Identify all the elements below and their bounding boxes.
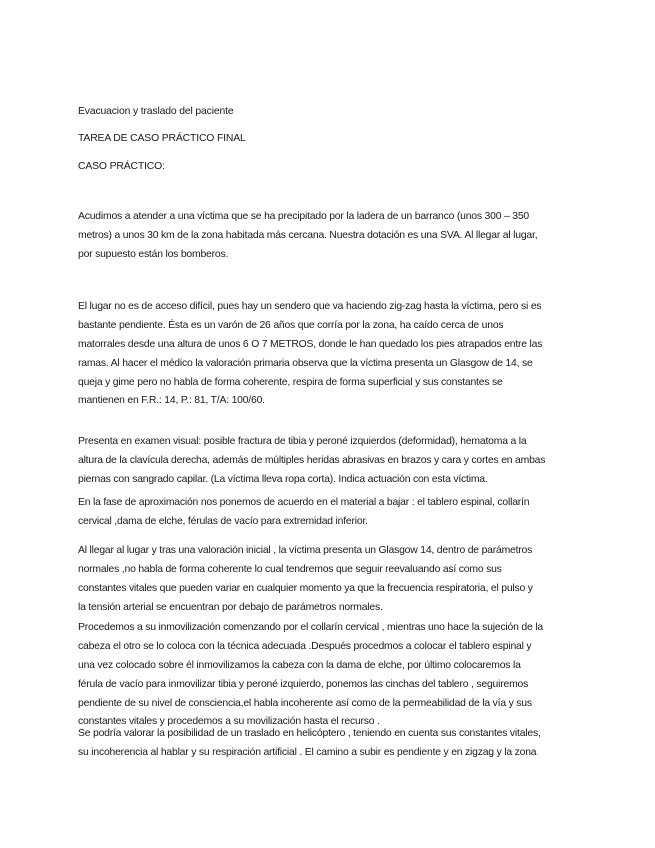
paragraph-line: Al llegar al lugar y tras una valoración inicial , la víctima presenta un Glasgow 14, dentro de parámetros xyxy=(78,545,533,556)
paragraph-line: matorrales desde una altura de unos 6 O 7 METROS, donde le han quedado los pies atrapados entre las xyxy=(78,338,543,350)
paragraph-5 xyxy=(78,542,598,618)
paragraph-line: Presenta en examen visual: posible fractura de tibia y peroné izquierdos (deformidad), hematoma a la xyxy=(78,436,527,447)
paragraph-line: constantes vitales que pueden variar en cualquier momento ya que la frecuencia respiratoria, el pulso y xyxy=(78,582,533,594)
paragraph-line: férula de vacío para inmovilizar tibia y peroné izquierdo, ponemos las cinchas del tablero , seguiremos xyxy=(78,678,529,690)
paragraph-line: Se podría valorar la posibilidad de un traslado en helicóptero , teniendo en cuenta sus constantes vitales, xyxy=(78,728,541,739)
paragraph-line: queja y gime pero no habla de forma coherente, respira de forma superficial y sus constantes se xyxy=(78,376,503,388)
paragraph-3 xyxy=(78,433,598,490)
paragraph-line: Procedemos a su inmovilización comenzando por el collarín cervical , mientras uno hace la sujeción de la xyxy=(78,622,543,633)
paragraph-line: normales ,no habla de forma coherente lo cual tendremos que seguir reevaluando así como sus xyxy=(78,563,502,575)
paragraph-line: En la fase de aproximación nos ponemos de acuerdo en el material a bajar : el tablero espinal, collarín xyxy=(78,497,530,508)
paragraph-line: altura de la clavícula derecha, además de múltiples heridas abrasivas en brazos y cara y cortes en ambas xyxy=(78,454,546,466)
paragraph-line: pendiente de su nivel de consciencia,el habla incoherente así como de la permeabilidad de la vía y sus xyxy=(78,697,532,709)
paragraph-line: piernas con sangrado capilar. (La víctima lleva ropa corta). Indica actuación con esta víctima. xyxy=(78,473,488,485)
paragraph-6 xyxy=(78,619,598,732)
paragraph-line: la tensión arterial se encuentran por debajo de parámetros normales. xyxy=(78,601,383,613)
section-heading: CASO PRÁCTICO: xyxy=(78,161,165,172)
paragraph-1 xyxy=(78,208,598,265)
paragraph-line: constantes vitales y procedemos a su movilización hasta el recurso . xyxy=(78,716,380,728)
paragraph-4 xyxy=(78,494,598,532)
paragraph-line: mantienen en F.R.: 14, P.: 81, T/A: 100/60. xyxy=(78,395,265,407)
paragraph-2 xyxy=(78,298,598,411)
paragraph-line: una vez colocado sobre él inmovilizamos la cabeza con la dama de elche, por último colocaremos la xyxy=(78,659,521,671)
paragraph-line: cabeza el otro se lo coloca con la técnica adecuada .Después procedmos a colocar el tablero espinal y xyxy=(78,640,532,652)
document-title: Evacuacion y traslado del paciente xyxy=(78,106,234,117)
paragraph-7 xyxy=(78,725,598,763)
paragraph-line: El lugar no es de acceso difícil, pues hay un sendero que va haciendo zig-zag hasta la víctima, pero si es xyxy=(78,301,542,312)
document-subtitle: TAREA DE CASO PRÁCTICO FINAL xyxy=(78,133,246,144)
paragraph-line: por supuesto están los bomberos. xyxy=(78,248,229,260)
paragraph-line: ramas. Al hacer el médico la valoración primaria observa que la víctima presenta un Glasgow de 14, se xyxy=(78,357,533,369)
paragraph-line: su incoherencia al hablar y su respiración artificial . El camino a subir es pendiente y en zigzag y la zona xyxy=(78,746,537,758)
paragraph-line: metros) a unos 30 km de la zona habitada más cercana. Nuestra dotación es una SVA. Al llegar al lugar, xyxy=(78,229,538,241)
paragraph-line: bastante pendiente. Ésta es un varón de 26 años que corría por la zona, ha caído cerca de unos xyxy=(78,319,504,331)
paragraph-line: Acudimos a atender a una víctima que se ha precipitado por la ladera de un barranco (unos 300 – 350 xyxy=(78,211,529,222)
paragraph-line: cervical ,dama de elche, férulas de vacío para extremidad inferior. xyxy=(78,515,368,527)
